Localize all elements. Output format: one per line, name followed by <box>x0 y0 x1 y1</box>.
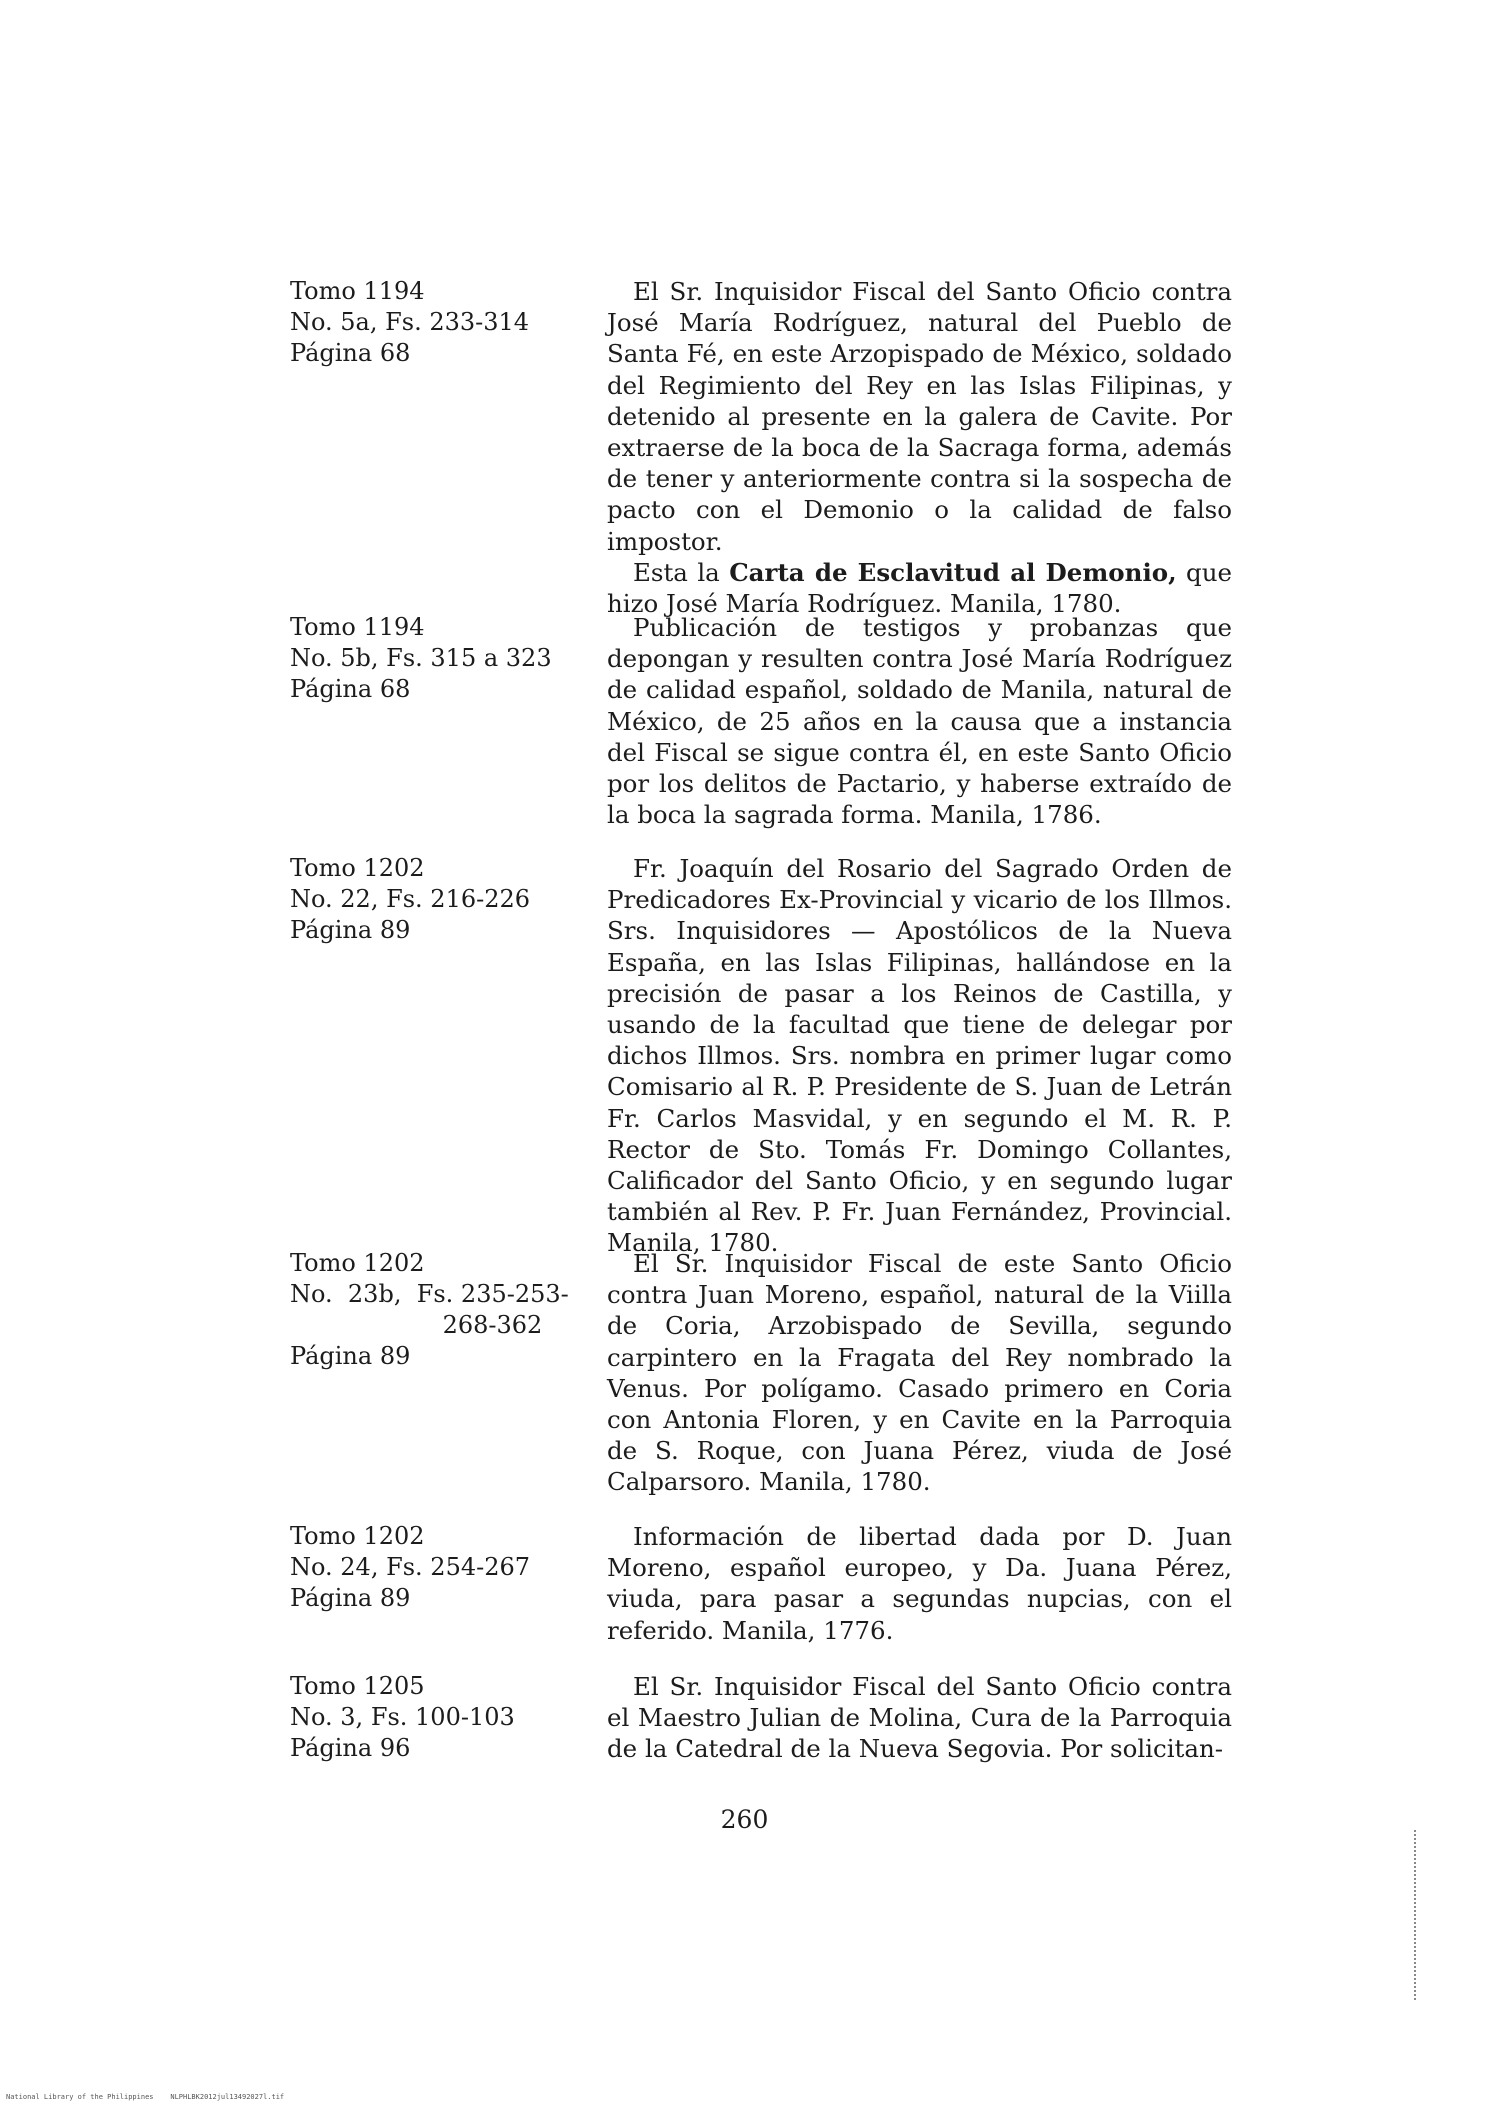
entry-description <box>607 1521 1232 1646</box>
volume-line: Tomo 1202 <box>290 854 425 882</box>
folio-line: No. 22, Fs. 216-226 <box>290 885 531 913</box>
entry-paragraph: Fr. Joaquín del Rosario del Sagrado Orden de Predicadores Ex-Provincial y vicario de los Illmos. Srs. Inquisidores — Apostólicos de la Nueva España, en las Islas Filipinas, hallándose en la precisión de pasar a los Reinos de Castilla, y usando de la facultad que tiene de delegar por dichos Illmos. Srs. nombra en primer lugar como Comisario al R. P. Presidente de S. Juan de Letrán Fr. Carlos Masvidal, y en segundo el M. R. P. Rector de Sto. Tomás Fr. Domingo Collantes, Calificador del Santo Oficio, y en segundo lugar también al Rev. P. Fr. Juan Fernández, Provincial. Manila, 1780. <box>607 854 1232 1258</box>
entry-description <box>607 853 1232 1259</box>
entry-description <box>607 276 1232 619</box>
archive-reference <box>290 853 590 946</box>
page-line: Página 89 <box>290 916 411 944</box>
text-run: Esta la <box>633 557 730 587</box>
entry-description <box>607 1671 1232 1765</box>
folio-line: No. 5a, Fs. 233-314 <box>290 308 530 336</box>
entry-description <box>607 1248 1232 1498</box>
scan-edge-mark <box>1414 1830 1418 2000</box>
folio-line: No. 24, Fs. 254-267 <box>290 1553 531 1581</box>
page-line: Página 96 <box>290 1734 411 1762</box>
volume-line: Tomo 1205 <box>290 1672 425 1700</box>
page-line: Página 89 <box>290 1584 411 1612</box>
volume-line: Tomo 1194 <box>290 277 425 305</box>
page-line: Página 68 <box>290 339 411 367</box>
folio-continuation-line: 268-362 <box>290 1311 543 1339</box>
folio-line: No. 3, Fs. 100-103 <box>290 1703 515 1731</box>
archive-reference <box>290 1521 590 1614</box>
page-number: 260 <box>720 1805 769 1834</box>
archive-reference <box>290 1671 590 1764</box>
text-run: que hizo José María Rodríguez. Manila, 1780. <box>607 557 1233 619</box>
entry-description <box>607 612 1232 830</box>
entry-paragraph: Publicación de testigos y probanzas que depongan y resulten contra José María Rodríguez de calidad español, soldado de Manila, natural de México, de 25 años en la causa que a instancia del Fiscal se sigue contra él, en este Santo Oficio por los delitos de Pactario, y haberse extraído de la boca la sagrada forma. Manila, 1786. <box>607 613 1232 830</box>
page-line: Página 68 <box>290 675 411 703</box>
volume-line: Tomo 1194 <box>290 613 425 641</box>
entry-paragraph: El Sr. Inquisidor Fiscal del Santo Oficio contra José María Rodríguez, natural del Pueblo de Santa Fé, en este Arzopispado de México, soldado del Regimiento del Rey en las Islas Filipinas, y detenido al presente en la galera de Cavite. Por extraerse de la boca de la Sacraga forma, además de tener y anteriormente contra si la sospecha de pacto con el Demonio o la calidad de falso impostor. <box>607 277 1232 556</box>
folio-line: No. 5b, Fs. 315 a 323 <box>290 644 552 672</box>
entry-paragraph: El Sr. Inquisidor Fiscal del Santo Oficio contra el Maestro Julian de Molina, Cura de la Parroquia de la Catedral de la Nueva Segovia. Por solicitan- <box>607 1672 1232 1764</box>
document-title-bold: Carta de Esclavitud al Demonio, <box>729 557 1177 587</box>
archive-reference <box>290 1248 590 1372</box>
volume-line: Tomo 1202 <box>290 1522 425 1550</box>
archive-reference <box>290 276 590 369</box>
entry-paragraph: El Sr. Inquisidor Fiscal de este Santo Oficio contra Juan Moreno, español, natural de la Viilla de Coria, Arzobispado de Sevilla, segundo carpintero en la Fragata del Rey nombrado la Venus. Por polígamo. Casado primero en Coria con Antonia Floren, y en Cavite en la Parroquia de S. Roque, con Juana Pérez, viuda de José Calparsoro. Manila, 1780. <box>607 1249 1232 1497</box>
page-line: Página 89 <box>290 1342 411 1370</box>
entry-paragraph <box>607 557 1232 619</box>
volume-line: Tomo 1202 <box>290 1249 425 1277</box>
folio-line: No. 23b, Fs. 235-253- <box>290 1280 569 1308</box>
entry-paragraph: Información de libertad dada por D. Juan Moreno, español europeo, y Da. Juana Pérez, viuda, para pasar a segundas nupcias, con el referido. Manila, 1776. <box>607 1522 1232 1645</box>
archive-reference <box>290 612 590 705</box>
scan-footer: National Library of the Philippines NLPHLBK2012jul13492027l.tif <box>6 2093 285 2101</box>
